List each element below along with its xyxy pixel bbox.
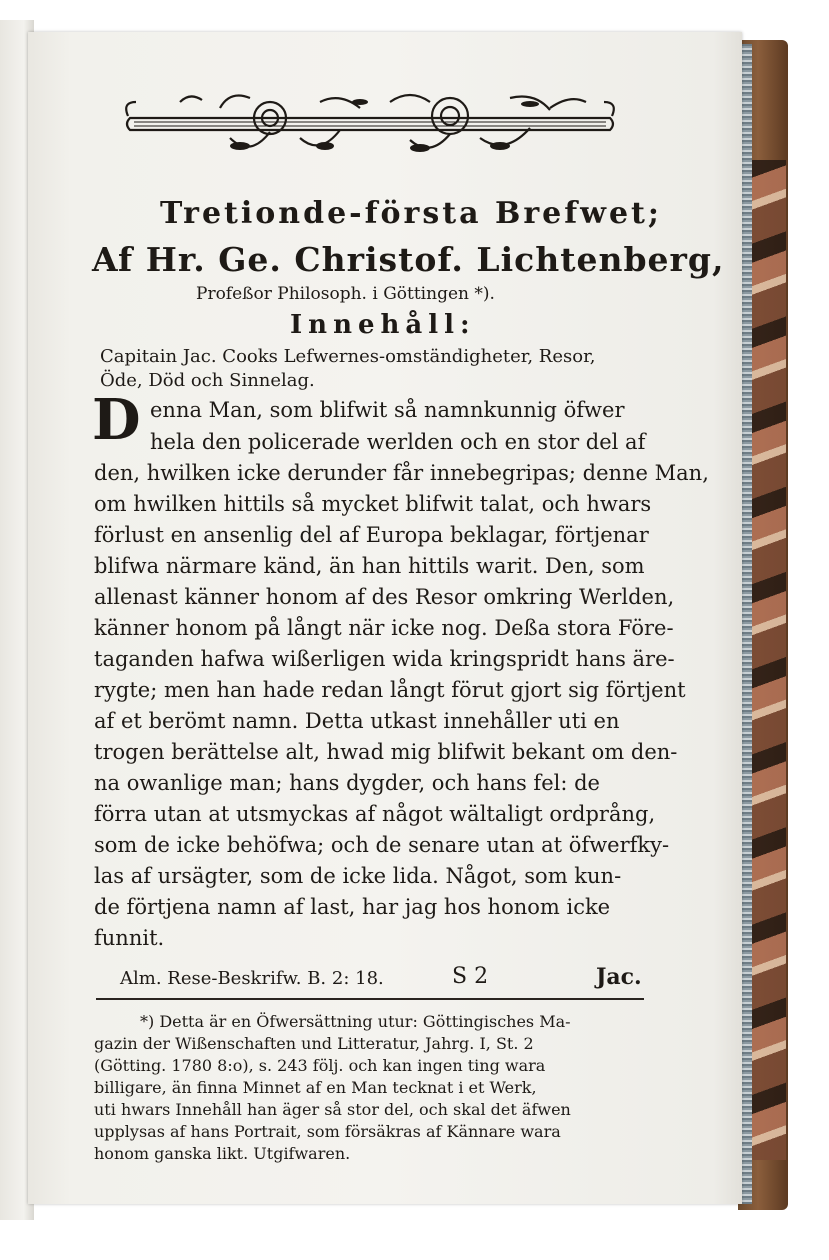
- body-line: om hwilken hittils så mycket blifwit talat, och hwars: [94, 492, 652, 516]
- drop-cap: D: [92, 387, 141, 453]
- body-line: taganden hafwa wißerligen wida kringspridt hans äre-: [94, 647, 675, 671]
- footnote-rule: [96, 998, 644, 1000]
- footnote-line: honom ganska likt. Utgifwaren.: [94, 1144, 351, 1163]
- body-line: blifwa närmare känd, än han hittils warit. Den, som: [94, 554, 645, 578]
- contents-line: Capitain Jac. Cooks Lefwernes-omständigheter, Resor,: [100, 346, 596, 367]
- marbled-cover: [748, 160, 786, 1160]
- body-line: känner honom på långt när icke nog. Deßa stora Före-: [94, 616, 674, 640]
- contents-heading: Innehåll:: [290, 310, 476, 340]
- body-line: förra utan at utsmyckas af något wältaligt ordprång,: [94, 802, 656, 826]
- catchword: Jac.: [596, 964, 642, 990]
- body-line: funnit.: [94, 926, 165, 950]
- floral-headpiece-ornament-icon: [120, 88, 620, 160]
- body-line: las af ursägter, som de icke lida. Något, som kun-: [94, 864, 622, 888]
- body-line: de förtjena namn af last, har jag hos honom icke: [94, 895, 611, 919]
- signature-mark: S 2: [452, 964, 489, 989]
- body-line: enna Man, som blifwit så namnkunnig öfwer: [150, 398, 625, 422]
- body-line: na owanlige man; hans dygder, och hans fel: de: [94, 771, 600, 795]
- author-line: Af Hr. Ge. Christof. Lichtenberg,: [92, 240, 725, 279]
- footnote-line: billigare, än finna Minnet af en Man tecknat i et Werk,: [94, 1078, 537, 1097]
- body-line: allenast känner honom af des Resor omkring Werlden,: [94, 585, 675, 609]
- footnote-line: uti hwars Innehåll han äger så stor del, och skal det äfwen: [94, 1100, 571, 1119]
- body-line: förlust en ansenlig del af Europa beklagar, förtjenar: [94, 523, 649, 547]
- footnote-line: upplysas af hans Portrait, som försäkras af Kännare wara: [94, 1122, 561, 1141]
- body-line: af et berömt namn. Detta utkast innehåller uti en: [94, 709, 620, 733]
- body-line: hela den policerade werlden och en stor del af: [150, 430, 646, 454]
- letter-title: Tretionde-första Brefwet;: [160, 196, 662, 231]
- footnote-line: (Götting. 1780 8:o), s. 243 följ. och kan ingen ting wara: [94, 1056, 546, 1075]
- body-line: som de icke behöfwa; och de senare utan at öfwerfky-: [94, 833, 670, 857]
- author-title: Profeßor Philosoph. i Göttingen *).: [196, 284, 495, 304]
- signature-ref: Alm. Rese-Beskrifw. B. 2: 18.: [120, 968, 384, 989]
- body-line: rygte; men han hade redan långt förut gjort sig förtjent: [94, 678, 686, 702]
- footnote-line: *) Detta är en Öfwersättning utur: Göttingisches Ma-: [140, 1012, 571, 1031]
- footnote-line: gazin der Wißenschaften und Litteratur, Jahrg. I, St. 2: [94, 1034, 534, 1053]
- body-line: den, hwilken icke derunder får innebegripas; denne Man,: [94, 461, 709, 485]
- body-line: trogen berättelse alt, hwad mig blifwit bekant om den-: [94, 740, 678, 764]
- contents-line: Öde, Död och Sinnelag.: [100, 370, 315, 391]
